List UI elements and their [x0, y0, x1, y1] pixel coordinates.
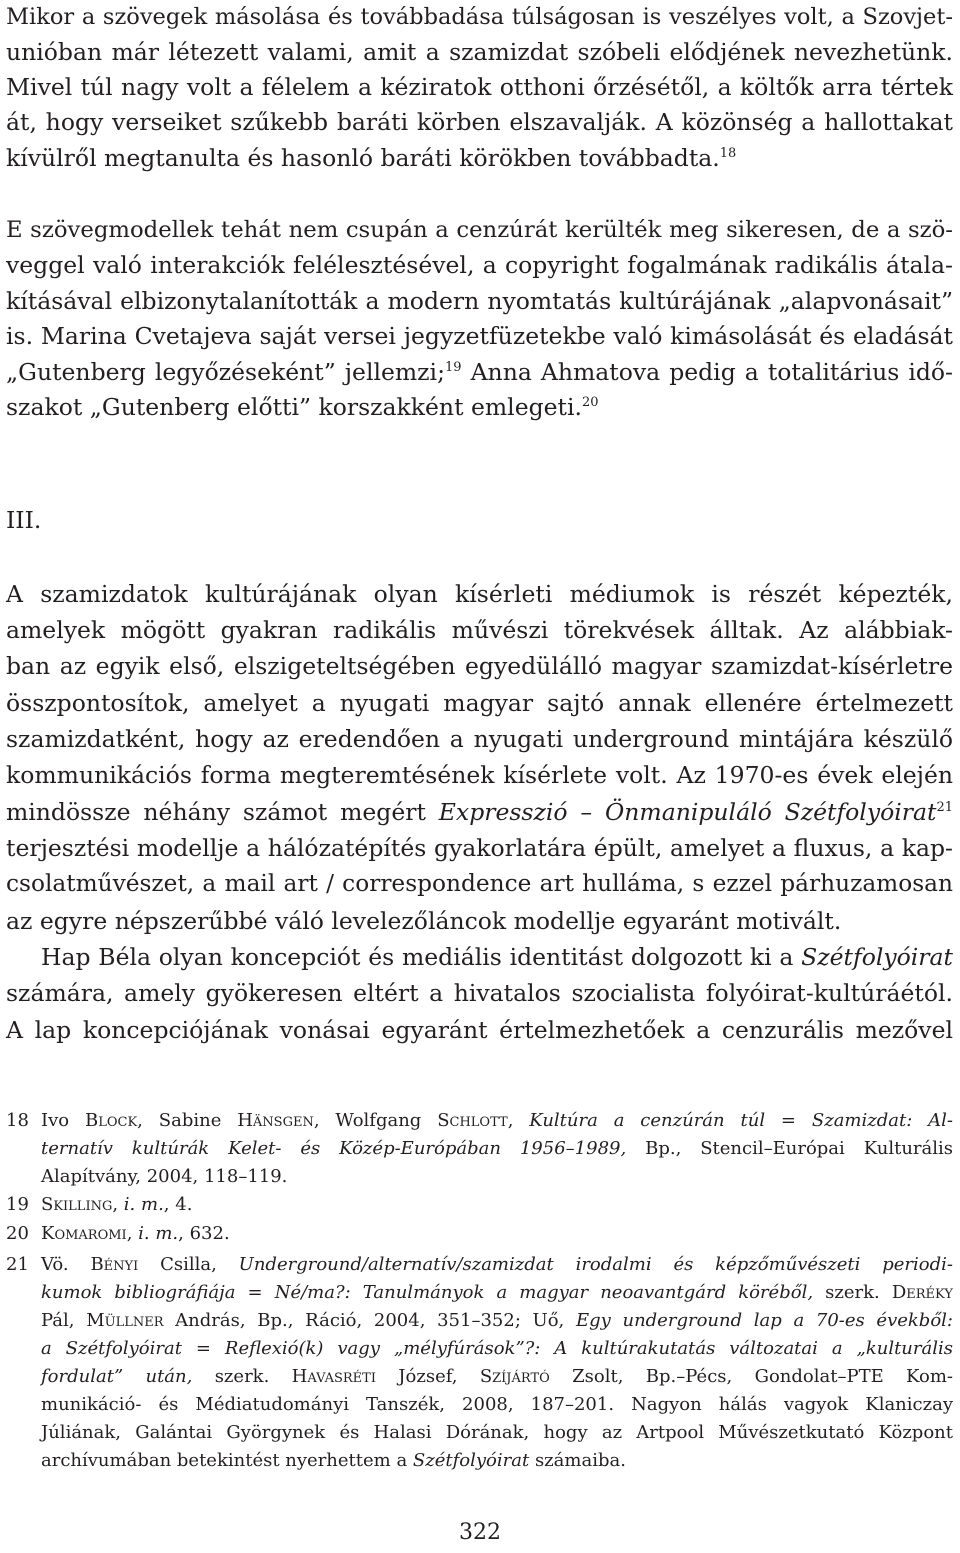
text-line: Mivel túl nagy volt a félelem a kéziratok otthoni őrzésétől, a költők arra tértek [6, 73, 953, 101]
citation-abbreviation: i. m. [138, 1223, 179, 1244]
text-segment: András, Bp., Ráció, 2004, 351–352; Uő, [163, 1310, 576, 1331]
footnote-line [41, 1278, 953, 1308]
book-title: fordulat” után, [41, 1366, 193, 1387]
text-segment: Anna Ahmatova pedig a totalitárius idő- [461, 358, 953, 386]
author-name: Szíjártó [479, 1366, 550, 1387]
text-segment: , 632. [178, 1223, 230, 1244]
journal-title: Szétfolyóirat [412, 1450, 530, 1471]
footnote-reference: 19 [445, 360, 462, 375]
footnote-number: 20 [6, 1223, 29, 1244]
text-segment: „Gutenberg legyőzéseként” jellemzi; [6, 358, 445, 386]
text-line: veggel való interakciók felélesztésével, a copyright fogalmának radikális átala- [6, 251, 953, 279]
text-line: A lap koncepciójának vonásai egyaránt értelmezhetőek a cenzurális mezővel [6, 1016, 953, 1044]
text-line: is. Marina Cvetajeva saját versei jegyzetfüzetekbe való kimásolását és eladását [6, 322, 953, 350]
text-line [6, 794, 953, 830]
article-title: a Szétfolyóirat = Reflexió(k) vagy „mélyfúrások”?: A kultúrakutatás változatai a „kulturális [41, 1338, 953, 1359]
text-line: unióban már létezett valami, amit a szamizdat szóbeli elődjének nevezhetünk. [6, 38, 953, 66]
text-segment: József, [375, 1366, 480, 1387]
text-segment: Bp., Stencil–Európai Kulturális [626, 1138, 954, 1159]
text-line: Mikor a szövegek másolása és továbbadása túlságosan is veszélyes volt, a Szovjet- [6, 4, 953, 30]
footnote-reference: 20 [581, 395, 599, 410]
book-title: Kultúra a cenzúrán túl = Szamizdat: Al- [529, 1110, 953, 1131]
footnote-number: 19 [6, 1194, 29, 1215]
text-segment: szerk. [813, 1282, 892, 1303]
footnote-reference: 21 [936, 800, 953, 815]
section-heading: III. [6, 506, 42, 534]
text-line: amelyek mögött gyakran radikális művészi törekvések álltak. Az alábbiak- [6, 616, 953, 644]
text-line: A szamizdatok kultúrájának olyan kísérleti médiumok is részét képezték, [6, 580, 953, 608]
text-line: csolatművészet, a mail art / correspondence art hulláma, s ezzel párhuzamosan [6, 870, 953, 897]
author-name: Komaromi [41, 1223, 127, 1244]
author-name: Havasréti [291, 1366, 376, 1387]
footnote-line [41, 1306, 953, 1336]
author-name: Schlott [437, 1110, 508, 1131]
text-segment: szerk. [192, 1366, 292, 1387]
text-segment: Pál, [41, 1310, 87, 1331]
text-line: összpontosítok, amelyet a nyugati magyar sajtó annak ellenére értelmezett [6, 689, 953, 717]
author-name: Skilling [41, 1194, 113, 1215]
footnote-number: 21 [6, 1254, 29, 1275]
article-title: Egy underground lap a 70-es évekből: [575, 1310, 953, 1331]
text-line: E szövegmodellek tehát nem csupán a cenzúrát kerülték meg sikeresen, de a szö- [6, 217, 953, 243]
footnote-line [41, 1250, 953, 1280]
text-segment: Ivo [41, 1110, 85, 1131]
book-title: kumok bibliográfiája = Né/ma?: Tanulmányok a magyar neoavantgárd köréből, [41, 1282, 814, 1303]
text-line: terjesztési modellje a hálózatépítés gyakorlatára épült, amelyet a fluxus, a kap- [6, 834, 953, 862]
text-segment: Csilla, [138, 1254, 239, 1275]
text-segment: Zsolt, Bp.–Pécs, Gondolat–PTE Kom- [549, 1366, 953, 1387]
footnote-line [41, 1106, 953, 1136]
text-line [6, 140, 953, 176]
footnote-line [41, 1219, 953, 1249]
text-segment: mindössze néhány számot megért [6, 798, 439, 826]
text-segment: , [507, 1110, 530, 1131]
footnote-line [41, 1134, 953, 1164]
footnote-line [41, 1190, 953, 1220]
citation-abbreviation: i. m. [123, 1194, 164, 1215]
author-name: Block [84, 1110, 138, 1131]
footnote-line [41, 1362, 953, 1392]
text-line: kommunikációs forma megteremtésének kísérlete volt. Az 1970-es évek elején [6, 761, 953, 789]
page-number: 322 [459, 1520, 501, 1545]
text-segment: , [126, 1223, 139, 1244]
text-line [41, 939, 953, 975]
footnote-reference: 18 [719, 146, 737, 161]
text-segment: archívumában betekintést nyerhettem a [41, 1450, 413, 1471]
text-segment: , Sabine [137, 1110, 238, 1131]
text-line: ban az egyik első, elszigeteltségében egyedülálló magyar szamizdat-kísérletre [6, 652, 953, 680]
footnote-line [41, 1446, 953, 1476]
author-name: Deréky [891, 1282, 953, 1303]
journal-title: Expresszió – Önmanipuláló Szétfolyóirat [438, 798, 937, 826]
text-line: át, hogy verseiket szűkebb baráti körben elszavalják. A közönség a hallottakat [6, 108, 953, 136]
text-line [6, 389, 953, 425]
text-segment: szakot „Gutenberg előtti” korszakként emlegeti. [6, 393, 582, 421]
footnote-number: 18 [6, 1110, 29, 1131]
text-segment: Hap Béla olyan koncepciót és mediális identitást dolgozott ki a [41, 943, 802, 971]
text-segment: , [112, 1194, 124, 1215]
book-title: Underground/alternatív/szamizdat irodalmi és képzőművészeti periodi- [238, 1254, 953, 1275]
text-line: kításával elbizonytalanították a modern nyomtatás kultúrájának „alapvonásait” [6, 287, 953, 315]
text-segment: , 4. [163, 1194, 193, 1215]
footnote-line: munikáció- és Médiatudományi Tanszék, 2008, 187–201. Nagyon hálás vagyok Klaniczay [41, 1394, 953, 1415]
author-name: Bényi [90, 1254, 139, 1275]
footnote-line [41, 1334, 953, 1364]
author-name: Hänsgen [237, 1110, 314, 1131]
text-segment: Vö. [41, 1254, 91, 1275]
author-name: Müllner [86, 1310, 164, 1331]
text-line: számára, amely gyökeresen eltért a hivatalos szocialista folyóirat-kultúráétól. [6, 979, 953, 1007]
footnote-line: Júliának, Galántai Györgynek és Halasi Dórának, hogy az Artpool Művészetkutató Központ [41, 1422, 953, 1443]
footnote-line: Alapítvány, 2004, 118–119. [41, 1166, 288, 1187]
journal-title: Szétfolyóirat [801, 943, 953, 971]
book-title: ternatív kultúrák Kelet- és Közép-Európában 1956–1989, [41, 1138, 627, 1159]
text-segment: kívülről megtanulta és hasonló baráti körökben továbbadta. [6, 144, 720, 172]
text-line: az egyre népszerűbbé váló levelezőláncok modellje egyaránt motivált. [6, 907, 842, 935]
text-line [6, 354, 953, 390]
text-segment: , Wolfgang [313, 1110, 438, 1131]
text-line: szamizdatként, hogy az eredendően a nyugati underground mintájára készülő [6, 725, 953, 753]
text-segment: számaiba. [529, 1450, 626, 1471]
